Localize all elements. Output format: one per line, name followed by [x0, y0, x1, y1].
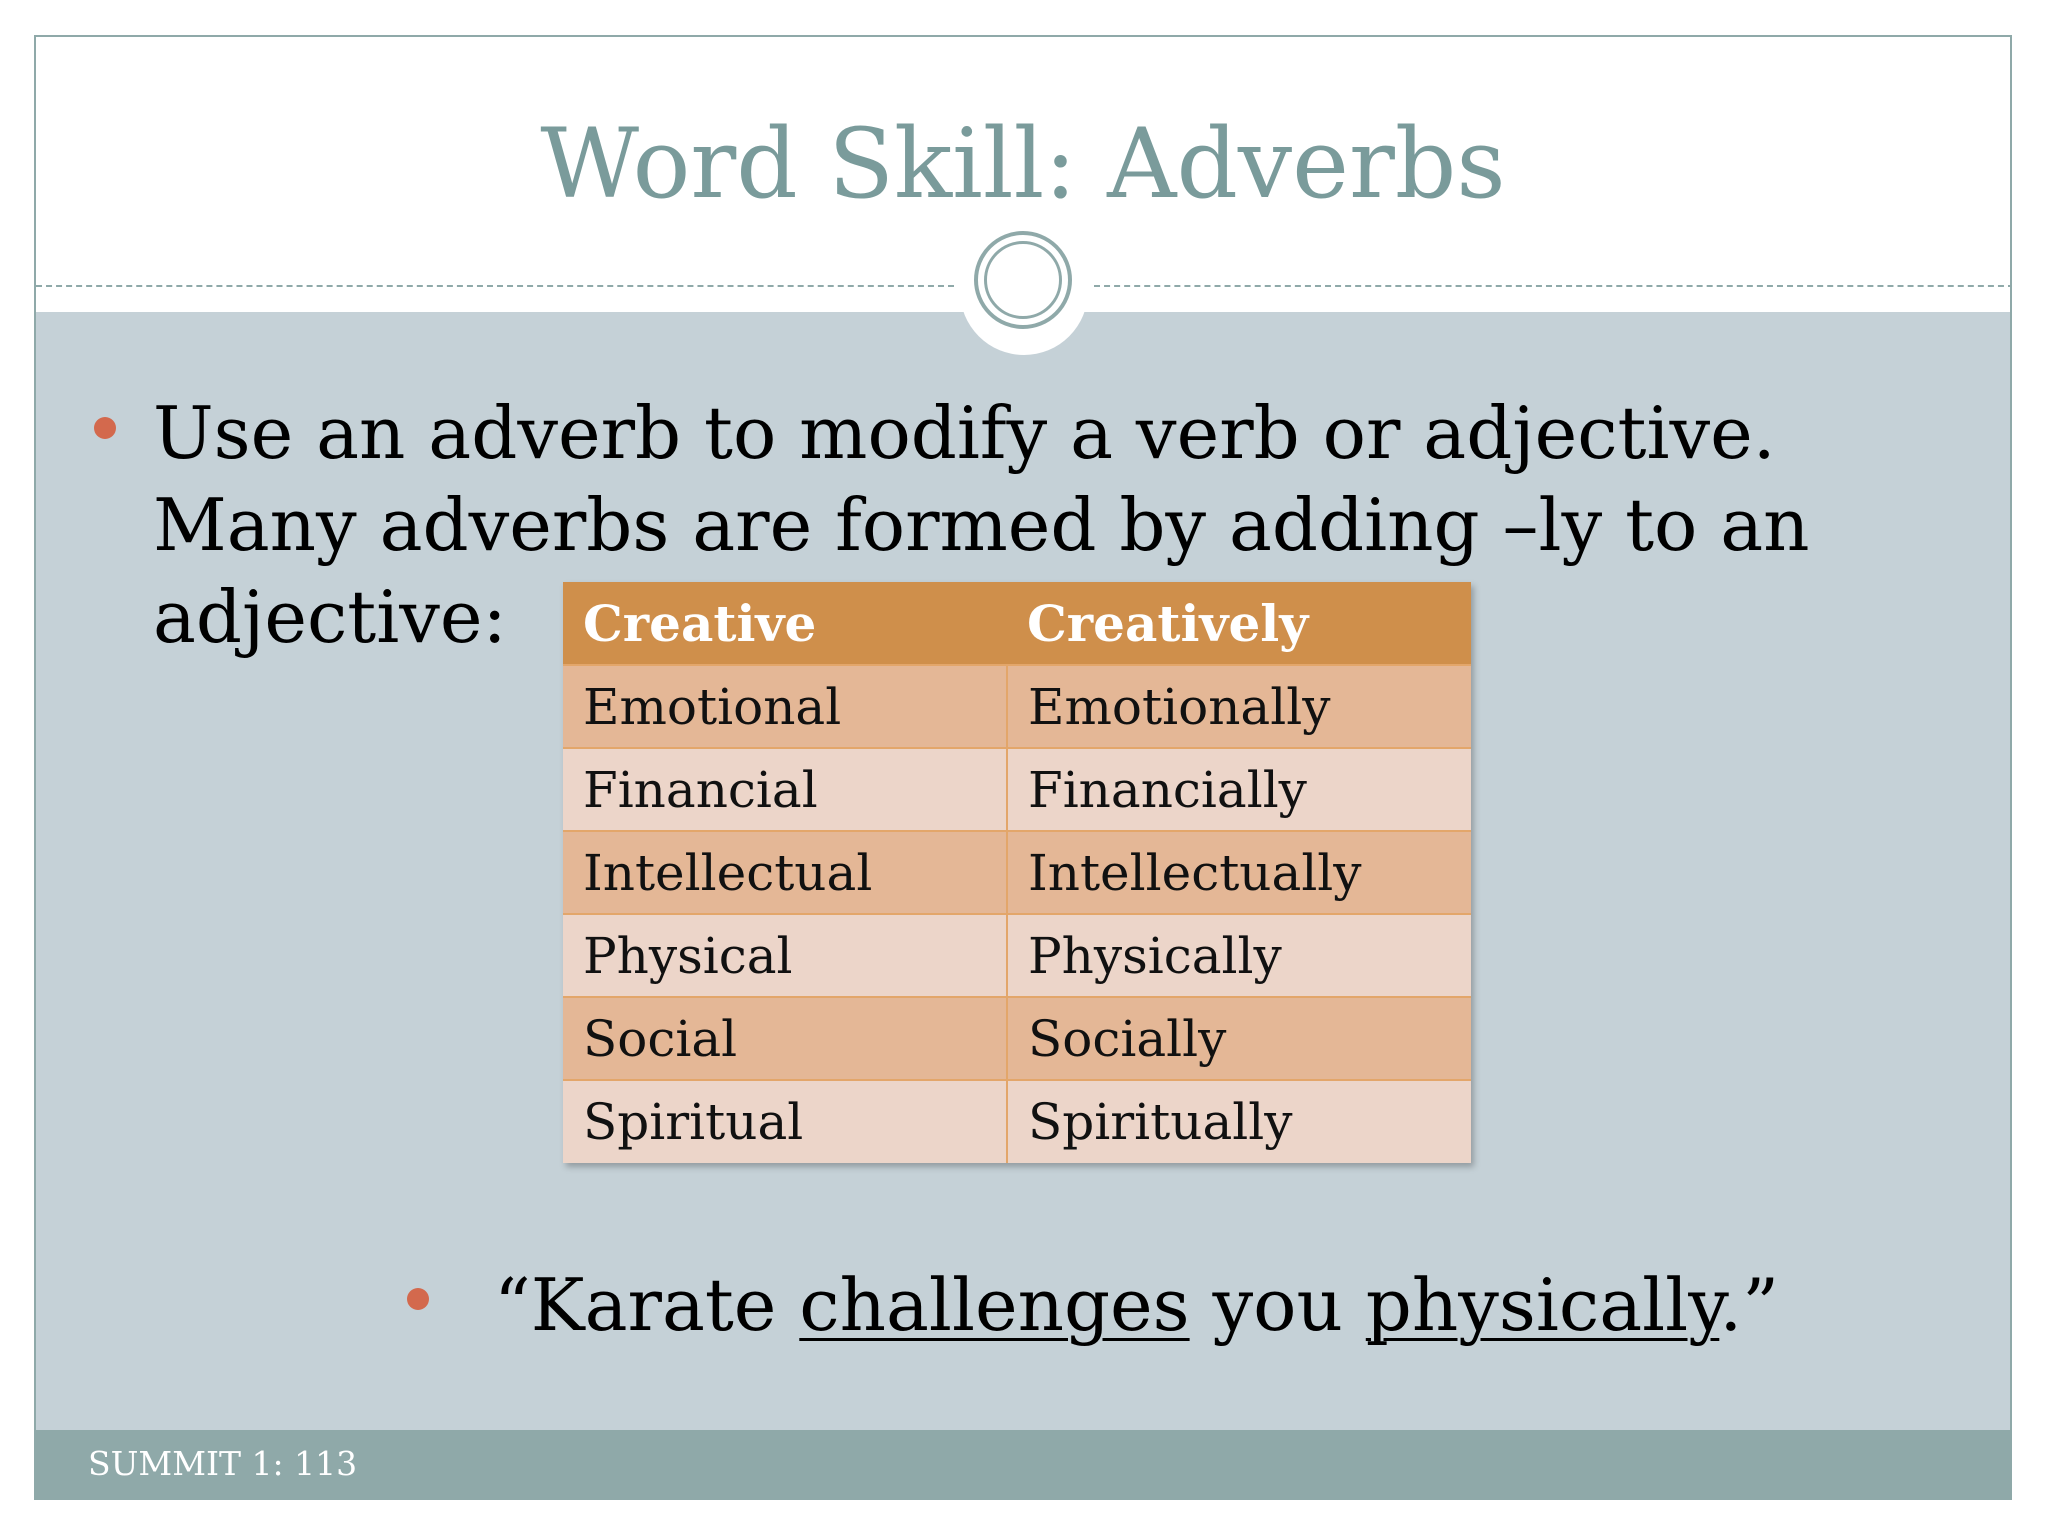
adjective-cell: Intellectual [563, 831, 1007, 914]
table-row [563, 665, 1471, 748]
table-row [563, 1080, 1471, 1163]
table-header-row [563, 582, 1471, 665]
bullet-icon [94, 417, 116, 439]
adjective-cell: Physical [563, 914, 1007, 997]
table-header-cell: Creative [563, 582, 1007, 665]
adverb-cell: Financially [1007, 748, 1471, 831]
example-underlined-adverb: physically [1365, 1263, 1720, 1347]
adjective-cell: Spiritual [563, 1080, 1007, 1163]
example-text-end: .” [1719, 1263, 1780, 1347]
adverb-cell: Physically [1007, 914, 1471, 997]
footer-text: SUMMIT 1: 113 [88, 1444, 358, 1483]
example-underlined-verb: challenges [799, 1263, 1190, 1347]
slide [34, 35, 2012, 1500]
adjective-cell: Emotional [563, 665, 1007, 748]
adjective-cell: Financial [563, 748, 1007, 831]
title-divider-left [36, 285, 954, 287]
intro-paragraph: Use an adverb to modify a verb or adjective. Many adverbs are formed by adding –ly to an adjective: [153, 391, 1810, 659]
slide-title: Word Skill: Adverbs [540, 108, 1506, 220]
footer-bar [36, 1430, 2010, 1500]
table-row [563, 748, 1471, 831]
example-text-middle: you [1189, 1263, 1366, 1347]
table-row [563, 914, 1471, 997]
adjective-adverb-table [563, 582, 1471, 1163]
adjective-cell: Social [563, 997, 1007, 1080]
bullet-icon [407, 1288, 429, 1310]
circle-ornament-inner-ring [984, 241, 1062, 319]
table-header-cell: Creatively [1007, 582, 1471, 665]
title-divider-right [1094, 285, 2012, 287]
adverb-cell: Emotionally [1007, 665, 1471, 748]
adverb-cell: Socially [1007, 997, 1471, 1080]
table-row [563, 831, 1471, 914]
adverb-cell: Spiritually [1007, 1080, 1471, 1163]
example-sentence [494, 1259, 1779, 1351]
adverb-cell: Intellectually [1007, 831, 1471, 914]
table-row [563, 997, 1471, 1080]
example-text-start: “Karate [494, 1263, 800, 1347]
